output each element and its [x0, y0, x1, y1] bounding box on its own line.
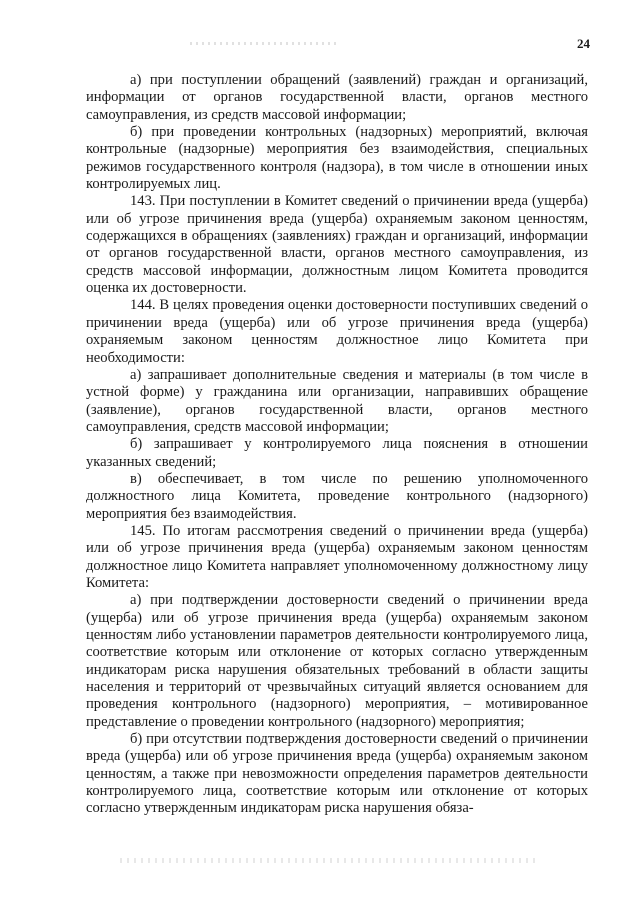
scan-artifact-bottom: [120, 858, 540, 863]
paragraph-144b: б) запрашивает у контролируемого лица пояснения в отношении указанных сведений;: [86, 436, 588, 470]
paragraph-144a: а) запрашивает дополнительные сведения и материалы (в том числе в устной форме) у гражданина или организации, направивших обращение (заявление), органов государственной власти, органов местного самоуправления, средств массовой информации;: [86, 366, 588, 435]
paragraph-145: 145. По итогам рассмотрения сведений о причинении вреда (ущерба) или об угрозе причинения вреда (ущерба) охраняемым законом ценностям должностное лицо Комитета направляет уполномоченному должностному лицу Комитета:: [86, 522, 588, 591]
paragraph-142a: а) при поступлении обращений (заявлений) граждан и организаций, информации от органов государственной власти, органов местного самоуправления, из средств массовой информации;: [86, 72, 588, 123]
document-body: [86, 72, 588, 818]
paragraph-145b: б) при отсутствии подтверждения достоверности сведений о причинении вреда (ущерба) или об угрозе причинения вреда (ущерба) охраняемым законом ценностям, а также при невозможности определения параметров деятельности контролируемого лица, соответствие которым или отклонение от которых согласно утвержденным индикаторам риска нарушения обяза-: [86, 731, 588, 817]
paragraph-144c: в) обеспечивает, в том числе по решению уполномоченного должностного лица Комитета, проведение контрольного (надзорного) мероприятия без взаимодействия.: [86, 470, 588, 522]
paragraph-143: 143. При поступлении в Комитет сведений о причинении вреда (ущерба) или об угрозе причинения вреда (ущерба) охраняемым законом ценностям, содержащихся в обращениях (заявлениях) граждан и организаций, информации от органов государственной власти, органов местного самоуправления, из средств массовой информации, должностным лицом Комитета проводится оценка их достоверности.: [86, 193, 588, 297]
paragraph-145a: а) при подтверждении достоверности сведений о причинении вреда (ущерба) или об угрозе причинения вреда (ущерба) охраняемым законом ценностям либо установлении параметров деятельности контролируемого лица, соответствие которым или отклонение от которых согласно утвержденным индикаторам риска нарушения обязательных требований в области защиты населения и территорий от чрезвычайных ситуаций является основанием для проведения контрольного (надзорного) мероприятия, – мотивированное представление о проведении контрольного (надзорного) мероприятия;: [86, 592, 588, 730]
paragraph-142b: б) при проведении контрольных (надзорных) мероприятий, включая контрольные (надзорные) мероприятия без взаимодействия, специальных режимов государственного контроля (надзора), в том числе в отношении иных контролируемых лиц.: [86, 124, 588, 193]
scan-artifact-top: [190, 42, 340, 45]
page-number: 24: [577, 36, 590, 51]
paragraph-144: 144. В целях проведения оценки достоверности поступивших сведений о причинении вреда (ущерба) или об угрозе причинения вреда (ущерба) охраняемым законом ценностям должностное лицо Комитета при необходимости:: [86, 297, 588, 366]
